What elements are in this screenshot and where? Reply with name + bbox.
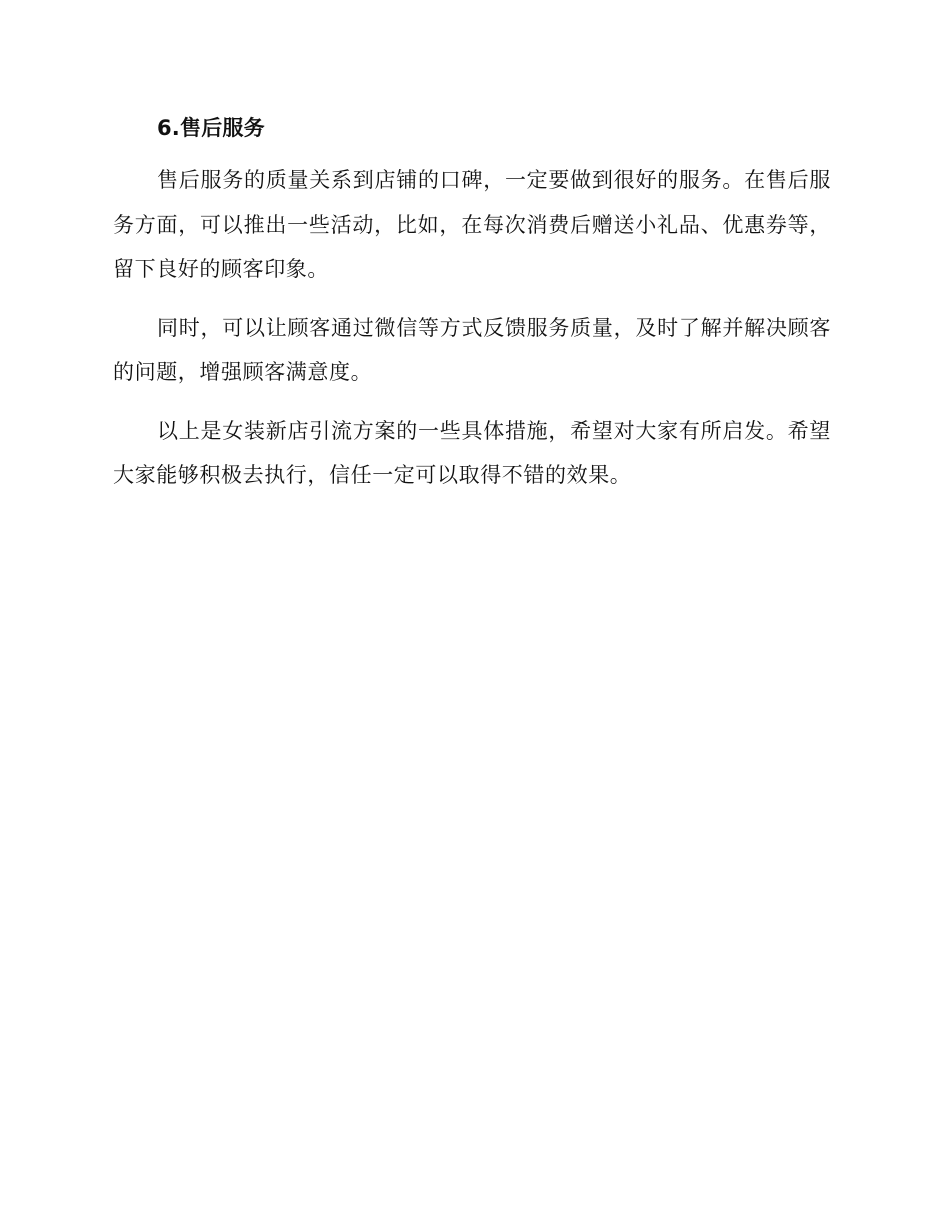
paragraph-feedback: 同时，可以让顾客通过微信等方式反馈服务质量，及时了解并解决顾客的问题，增强顾客满意度。	[113, 315, 831, 384]
paragraph-after-sales: 售后服务的质量关系到店铺的口碑，一定要做到很好的服务。在售后服务方面，可以推出一些活动，比如，在每次消费后赠送小礼品、优惠券等，留下良好的顾客印象。	[113, 168, 831, 281]
section-heading: 6.售后服务	[157, 116, 265, 140]
paragraph-conclusion: 以上是女装新店引流方案的一些具体措施，希望对大家有所启发。希望大家能够积极去执行，信任一定可以取得不错的效果。	[113, 418, 831, 487]
document-body	[113, 112, 831, 512]
